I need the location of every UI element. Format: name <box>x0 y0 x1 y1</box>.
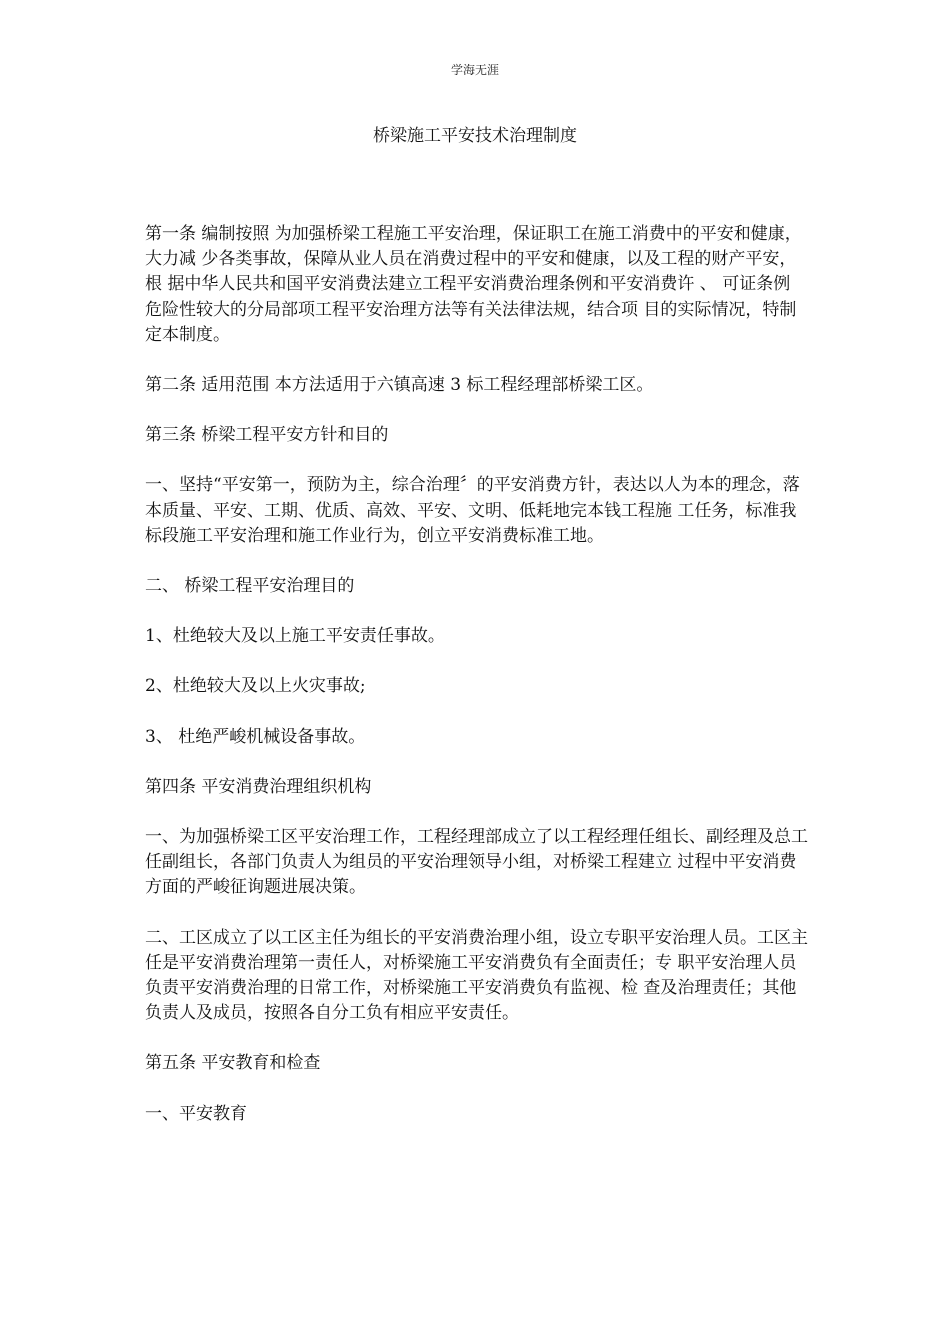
document-body <box>145 222 808 1152</box>
paragraph-article-4-heading: 第四条 平安消费治理组织机构 <box>145 776 372 797</box>
paragraph-safety-policy: 一、坚持“平安第一，预防为主，综合治理〞的平安消费方针，表达以人为本的理念，落本质量、平安、工期、优质、高效、平安、文明、低耗地完本钱工程施 工任务，标准我标段施工平安治理和施工作业行为，创立平安消费标准工地。 <box>145 475 800 546</box>
paragraph-article-2: 第二条 适用范围 本方法适用于六镇高速 3 标工程经理部桥梁工区。 <box>145 375 654 396</box>
page-header: 学海无涯 <box>450 63 499 77</box>
document-title: 桥梁施工平安技术治理制度 <box>373 126 577 146</box>
paragraph-management-group: 二、工区成立了以工区主任为组长的平安消费治理小组，设立专职平安治理人员。工区主任是平安消费治理第一责任人，对桥梁施工平安消费负有全面责任；专 职平安治理人员负责平安消费治理的日常工作，对桥梁施工平安消费负有监视、检 查及治理责任；其他负责人及成员，按照各自分工负有相应平安责任。 <box>145 927 808 1024</box>
paragraph-goal-1: 1、杜绝较大及以上施工平安责任事故。 <box>145 626 445 647</box>
paragraph-article-3-heading: 第三条 桥梁工程平安方针和目的 <box>145 425 389 446</box>
paragraph-article-5-heading: 第五条 平安教育和检查 <box>145 1053 321 1074</box>
paragraph-goal-2: 2、杜绝较大及以上火灾事故; <box>145 676 366 697</box>
paragraph-article-1: 第一条 编制按照 为加强桥梁工程施工平安治理，保证职工在施工消费中的平安和健康，大力减 少各类事故，保障从业人员在消费过程中的平安和健康，以及工程的财产平安，根 据中华人民共和国平安消费法建立工程平安消费治理条例和平安消费许 、 可证条例 危险性较大的分局部项工程平安治理方法等有关法律法规，结合项 目的实际情况，特制定本制度。 <box>145 224 802 345</box>
paragraph-safety-goals-heading: 二、 桥梁工程平安治理目的 <box>145 576 355 597</box>
paragraph-safety-education: 一、平安教育 <box>145 1103 247 1124</box>
paragraph-goal-3: 3、 杜绝严峻机械设备事故。 <box>145 726 366 747</box>
paragraph-leadership-group: 一、为加强桥梁工区平安治理工作，工程经理部成立了以工程经理任组长、副经理及总工任副组长，各部门负责人为组员的平安治理领导小组，对桥梁工程建立 过程中平安消费方面的严峻征询题进展决策。 <box>145 827 808 898</box>
